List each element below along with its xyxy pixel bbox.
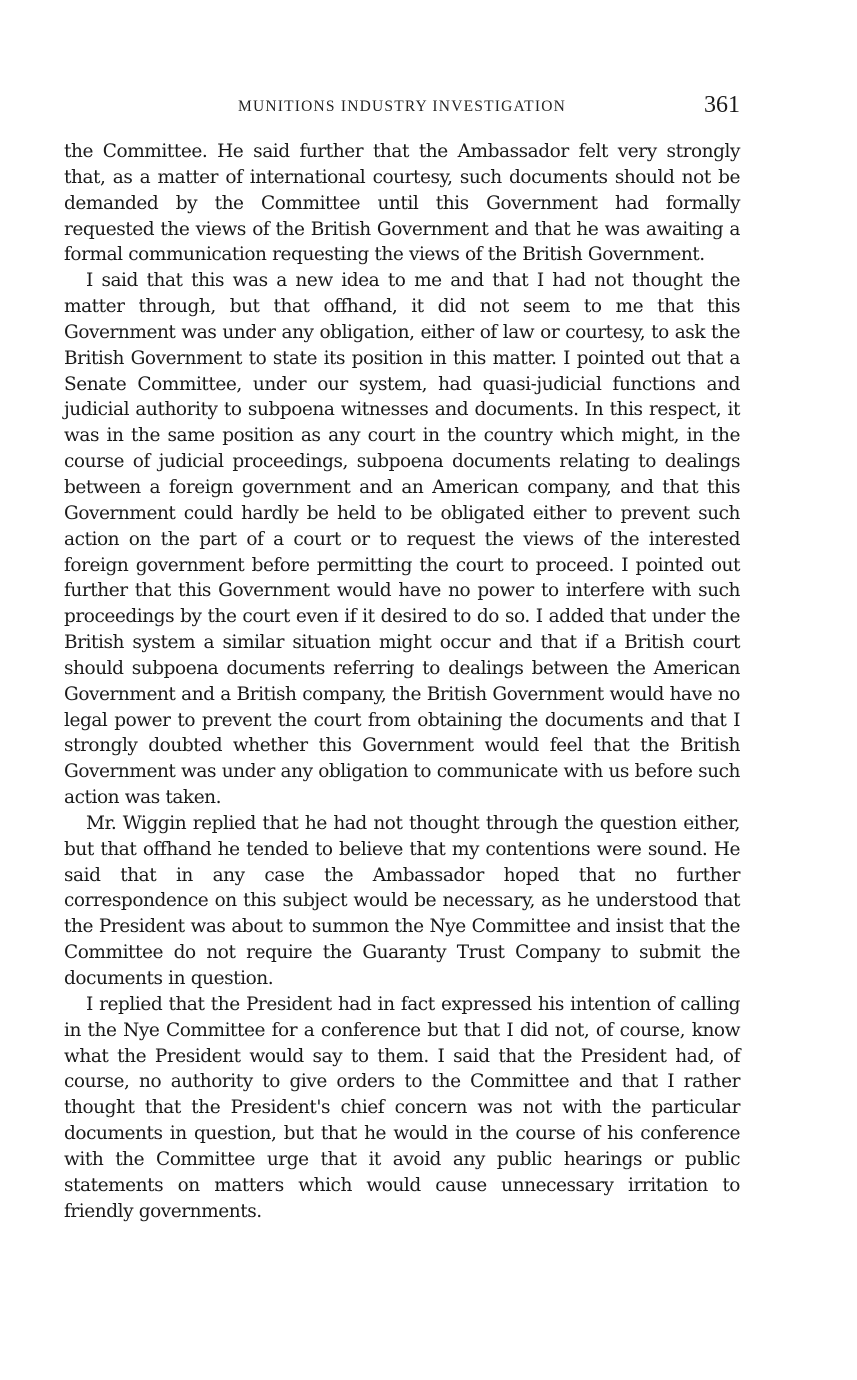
paragraph-continued: the Committee. He said further that the Ambassador felt very strongly that, as a matter of international courtesy, such documents should not be demanded by the Committee until this Government had formally requested the views of the British Government and that he was awaiting a formal communication requesting the views of the British Government. [64,141,740,266]
body-text [64,139,740,1224]
running-title: MUNITIONS INDUSTRY INVESTIGATION [237,98,566,115]
paragraph: Mr. Wiggin replied that he had not thought through the question either, but that offhand he tended to believe that my contentions were sound. He said that in any case the Ambassador hoped that no further correspondence on this subject would be necessary, as he understood that the President was about to summon the Nye Committee and insist that the Committee do not require the Guaranty Trust Company to submit the documents in question. [64,812,740,989]
page-number: 361 [704,92,740,118]
paragraph: I replied that the President had in fact expressed his intention of calling in the Nye Committee for a conference but that I did not, of course, know what the President would say to them. I said that the President had, of course, no authority to give orders to the Committee and that I rather thought that the President's chief concern was not with the particular documents in question, but that he would in the course of his conference with the Committee urge that it avoid any public hearings or public statements on matters which would cause unnecessary irritation to friendly governments. [64,993,740,1222]
running-header [64,94,740,124]
paragraph: I said that this was a new idea to me and that I had not thought the matter through, but that offhand, it did not seem to me that this Government was under any obligation, either of law or courtesy, to ask the British Government to state its position in this matter. I pointed out that a Senate Committee, under our system, had quasi-judicial functions and judicial authority to subpoena witnesses and documents. In this respect, it was in the same position as any court in the country which might, in the course of judicial proceedings, subpoena documents relating to dealings between a foreign government and an American company, and that this Government could hardly be held to be obligated either to prevent such action on the part of a court or to request the views of the interested foreign government before permitting the court to proceed. I pointed out further that this Government would have no power to interfere with such proceedings by the court even if it desired to do so. I added that under the British system a similar situation might occur and that if a British court should subpoena documents referring to dealings between the American Government and a British company, the British Government would have no legal power to prevent the court from obtaining the documents and that I strongly doubted whether this Government would feel that the British Government was under any obligation to communicate with us before such action was taken. [64,270,740,809]
